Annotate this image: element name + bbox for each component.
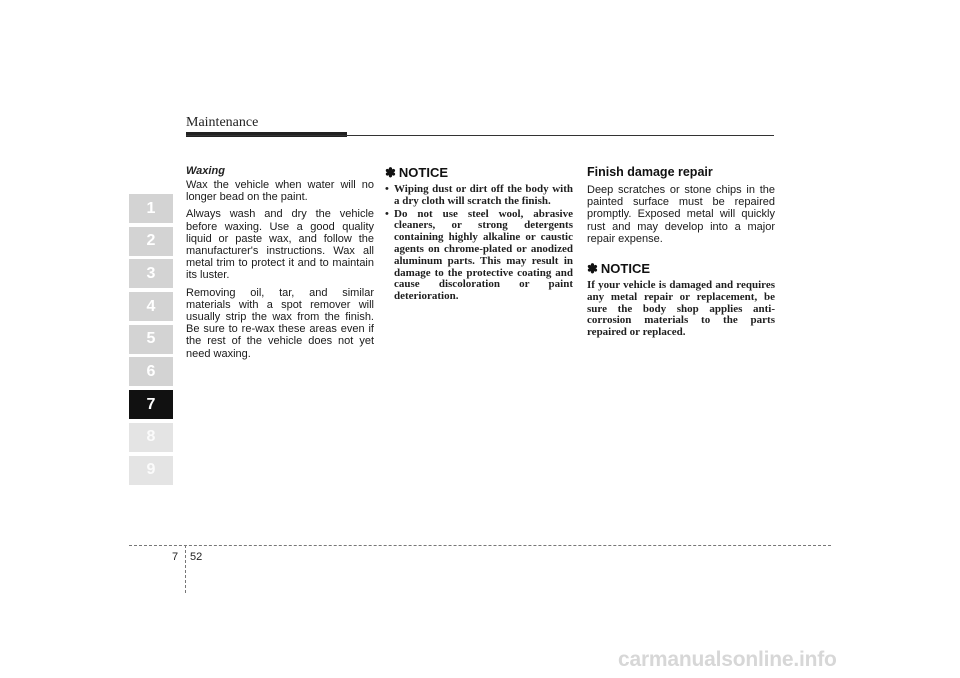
- waxing-paragraph-1: Wax the vehicle when water will no longer bead on the paint.: [186, 179, 374, 204]
- waxing-paragraph-2: Always wash and dry the vehicle before waxing. Use a good quality liquid or paste wax, and follow the manufacturer's instructions. Wax all metal trim to protect it and to maintain its luster.: [186, 208, 374, 282]
- notice-bullet-2: Do not use steel wool, abrasive cleaners, or strong detergents containing highly alkaline or caustic agents on chrome-plated or anodized aluminum parts. This may result in damage to the protective coating and cause discoloration or paint deterioration.: [394, 207, 573, 303]
- footer-page-number: 52: [190, 551, 203, 563]
- footer-rule: [129, 545, 831, 546]
- header-rule: [186, 135, 774, 136]
- notice-heading-label: NOTICE: [398, 165, 449, 180]
- notice-bullet-1: Wiping dust or dirt off the body with a dry cloth will scratch the finish.: [394, 183, 573, 207]
- chapter-tab-7[interactable]: 7: [129, 390, 173, 419]
- repair-notice-text: If your vehicle is damaged and requires any metal repair or replacement, be sure the body shop applies anti-corrosion materials to the parts repaired or replaced.: [587, 279, 775, 339]
- chapter-tab-5[interactable]: 5: [129, 325, 173, 354]
- bullet-dot-icon: •: [385, 183, 389, 195]
- repair-paragraph: Deep scratches or stone chips in the painted surface must be repaired promptly. Exposed metal will quickly rust and may develop into a major repair expense.: [587, 184, 775, 245]
- waxing-paragraph-3: Removing oil, tar, and similar materials with a spot remover will usually strip the wax from the finish. Be sure to re-wax these areas even if the rest of the vehicle does not yet need waxing.: [186, 286, 374, 360]
- chapter-tab-9[interactable]: 9: [129, 456, 173, 485]
- list-item: [385, 209, 573, 303]
- chapter-tab-1[interactable]: 1: [129, 194, 173, 223]
- chapter-tab-3[interactable]: 3: [129, 259, 173, 288]
- footer-chapter-number: 7: [172, 551, 179, 563]
- notice-heading-2: [587, 261, 775, 276]
- waxing-subheading: Waxing: [186, 165, 225, 177]
- list-item: [385, 184, 573, 208]
- notice-list: [385, 184, 573, 303]
- waxing-column: [186, 165, 374, 365]
- header-title: Maintenance: [186, 115, 259, 130]
- watermark: carmanualsonline.info: [618, 648, 837, 671]
- footer-divider: [185, 545, 186, 593]
- bullet-dot-icon: •: [385, 207, 389, 220]
- repair-column: [587, 165, 775, 339]
- notice-heading-1: [385, 165, 573, 180]
- chapter-tab-6[interactable]: 6: [129, 357, 173, 386]
- star-icon: ✽: [587, 261, 598, 277]
- repair-heading: Finish damage repair: [587, 165, 713, 179]
- notice-heading-label: NOTICE: [600, 261, 651, 277]
- chapter-tabs: [129, 194, 173, 488]
- notice-column: [385, 165, 573, 304]
- star-icon: ✽: [385, 165, 396, 180]
- chapter-tab-4[interactable]: 4: [129, 292, 173, 321]
- chapter-tab-8[interactable]: 8: [129, 423, 173, 452]
- chapter-tab-2[interactable]: 2: [129, 227, 173, 256]
